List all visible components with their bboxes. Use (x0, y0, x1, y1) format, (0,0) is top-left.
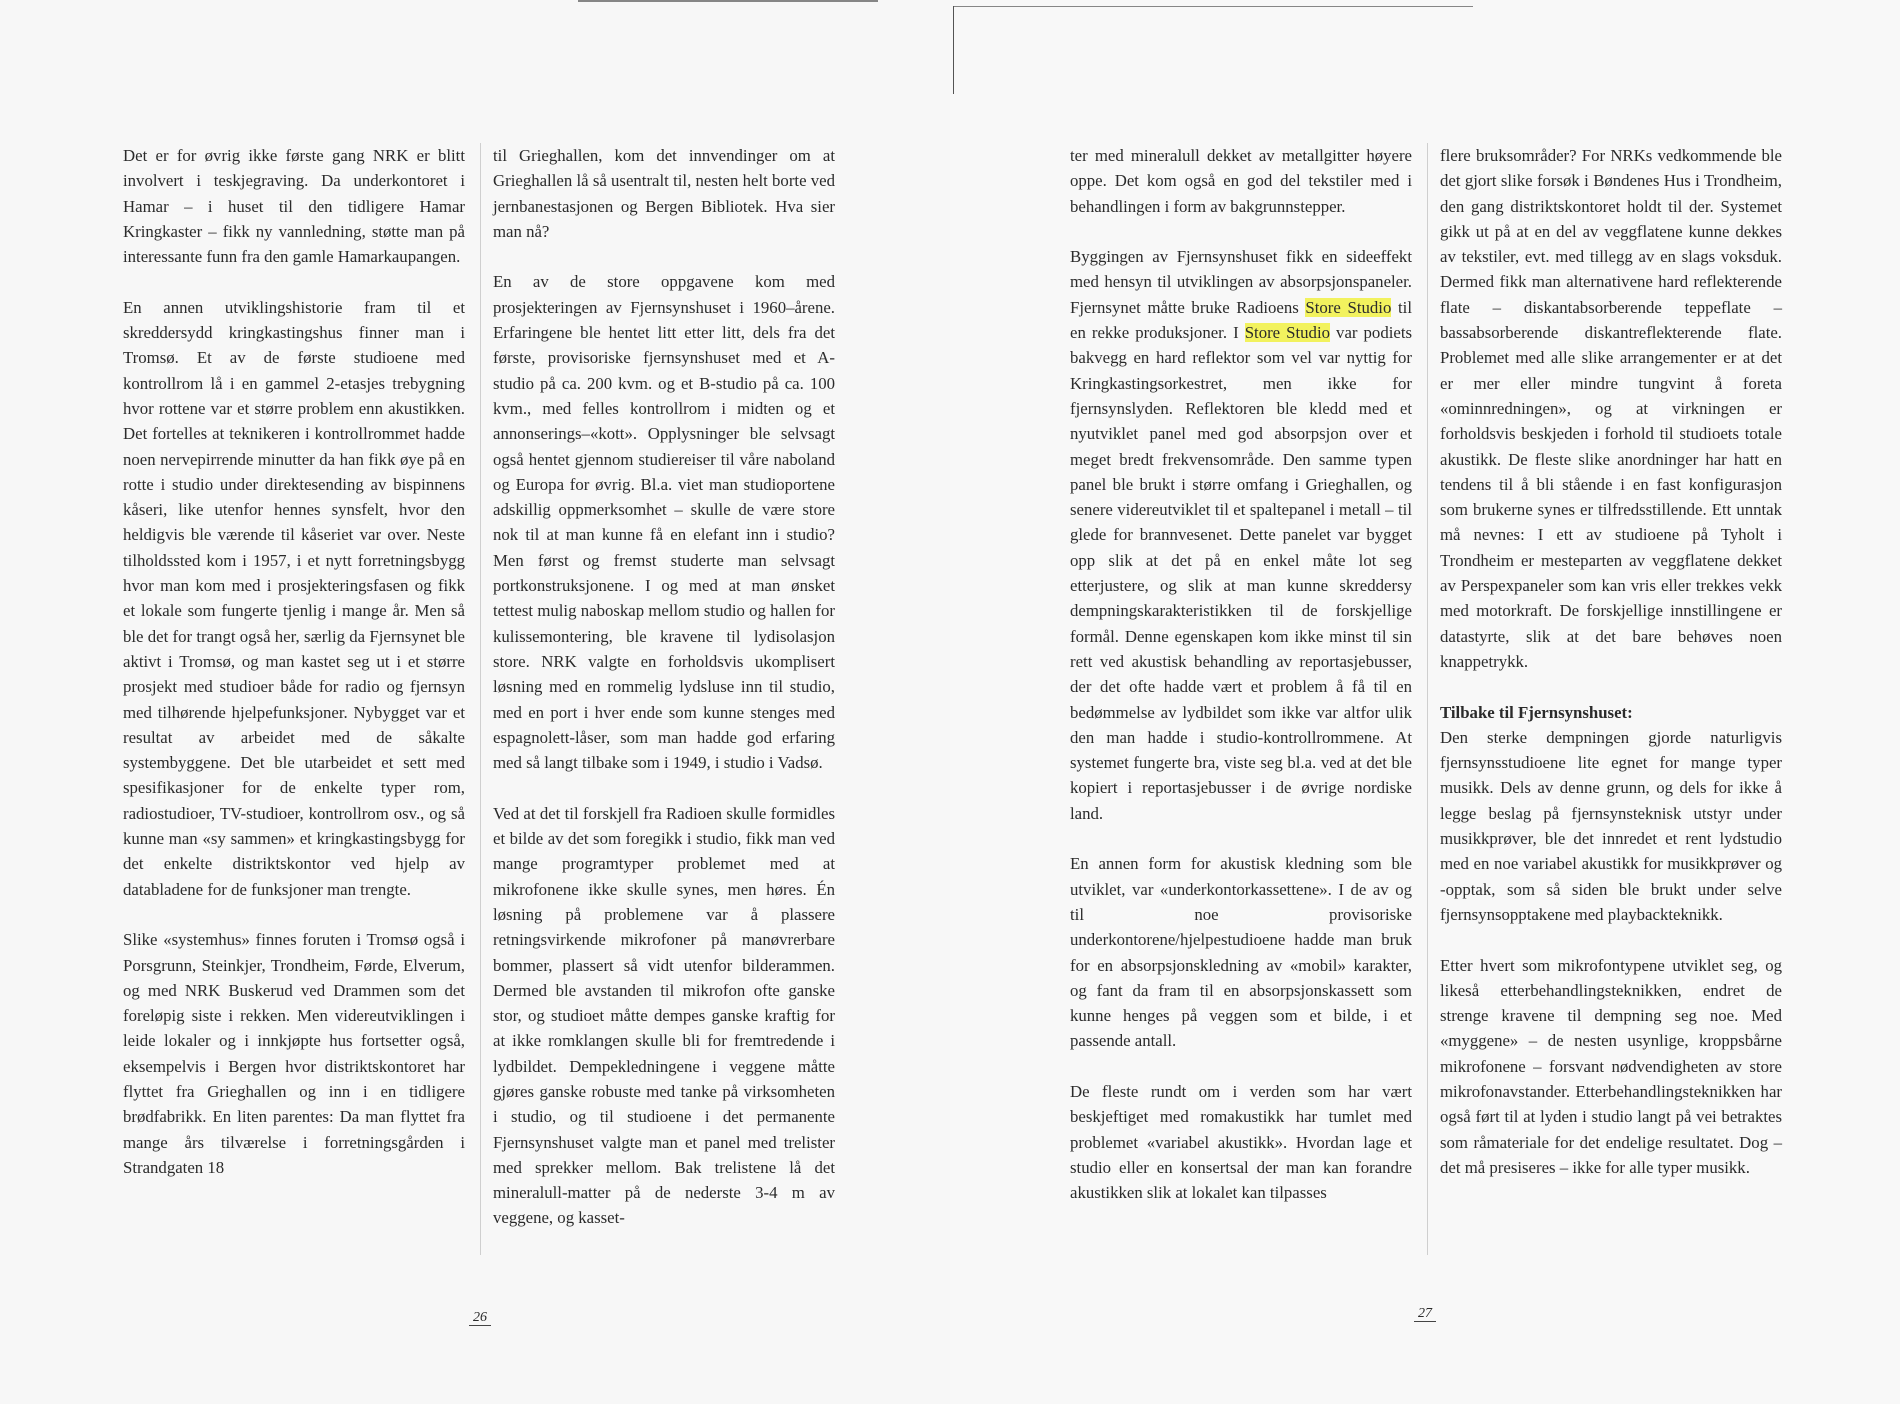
left-page-column-2 (493, 143, 835, 1231)
left-page-column-1 (123, 143, 465, 1180)
column-divider (1427, 143, 1428, 1255)
paragraph-with-highlights: Byggingen av Fjernsynshuset fikk en sideeffekt med hensyn til utviklingen av absorpsjonspaneler. Fjernsynet måtte bruke Radioens Store Studio til en rekke produksjoner. I Store Studio var podiets bakvegg en hard reflektor som vel var nyttig for Kringkastingsorkestret, men ikke for fjernsynslyden. Reflektoren ble kledd med et nyutviklet panel med god absorpsjon over et meget bredt frekvensområde. Den samme typen panel ble brukt i større omfang i Grieghallen, og senere videreutviklet til et spaltepanel i metall – til glede for brannvesenet. Dette panelet var bygget opp slik at det på en enkel måte lot seg etterjustere, og slik at man kunne skreddersy dempningskarakteristikken til de forskjellige formål. Denne egenskapen kom ikke minst til sin rett ved akustisk behandling av reportasjebusser, der det ofte hadde vært et problem å få til en bedømmelse av lydbildet som ikke var altfor ulik den man hadde i studio-kontrollrommene. At systemet fungerte bra, viste seg bl.a. ved at det ble kopiert i reportasjebusser i de øvrige nordiske land. (1070, 247, 1413, 823)
section-heading: Tilbake til Fjernsynshuset: (1440, 702, 1633, 722)
paragraph: En annen form for akustisk kledning som ble utviklet, var «underkontorkassettene». I de av og til noe provisoriske underkontorene/hjelpestudioene hadde man bruk for en absorpsjonskledning av «mobil» karakter, og fant da fram til en absorpsjonskassett som kunne henges på veggen som et bilde, i et passende antall. (1070, 854, 1412, 1051)
paragraph: En annen utviklingshistorie fram til et skreddersydd kringkastingshus finner man i Tromsø. Et av de første studioene med kontrollrom lå i en gammel 2-etasjes trebygning hvor rottene var et større problem enn akustikken. Det fortelles at teknikeren i kontrollrommet hadde noen nervepirrende minutter da han fikk øye på en rotte i studio under direktesending av bispinnens kåseri, like utenfor hennes synsfelt, hvor den heldigvis ble værende til kåseriet var over. Neste tilholdssted kom i 1957, i et nytt forretningsbygg hvor man kom med i prosjekteringsfasen og fikk et lokale som fungerte tjenlig i mange år. Men så ble det for trangt også her, særlig da Fjernsynet ble aktivt i Tromsø, og man kastet seg ut i et større prosjekt med studioer både for radio og fjernsyn med tilhørende hjelpefunksjoner. Nybygget var et resultat av arbeidet med de såkalte systembyggene. Det ble utarbeidet et sett med spesifikasjoner for de enkelte typer rom, radiostudioer, TV-studioer, kontrollrom osv., og så kunne man «sy sammen» et kringkastingsbygg for det enkelte distriktskontor ved hjelp av databladene for de funksjoner man trengte. (123, 297, 465, 899)
paragraph: ter med mineralull dekket av metallgitter høyere oppe. Det kom også en god del tekstiler med i behandlingen i form av bakgrunnstepper. (1070, 146, 1412, 216)
right-page-column-2 (1440, 143, 1782, 1180)
paragraph: Etter hvert som mikrofontypene utviklet seg, og likeså etterbehandlingsteknikken, endret de strenge kravene til dempning seg noe. Med «myggene» – de nesten usynlige, kroppsbårne mikrofonene – forsvant nødvendigheten av store mikrofonavstander. Etterbehandlingsteknikken har også ført til at lyden i studio langt på vei betraktes som råmateriale for det endelige resultatet. Dog – det må presiseres – ikke for alle typer musikk. (1440, 955, 1782, 1177)
paragraph: Ved at det til forskjell fra Radioen skulle formidles et bilde av det som foregikk i studio, fikk man ved mange programtyper problemet med at mikrofonene ikke skulle synes, men høres. Én løsning på problemene var å plassere retningsvirkende mikrofoner på manøvrerbare bommer, plassert så vidt utenfor bilderammen. Dermed ble avstanden til mikrofon ofte ganske stor, og studioet måtte dempes ganske kraftig for at ikke romklangen skulle bli for fremtredende i lydbildet. Dempekledningene i veggene måtte gjøres ganske robuste med tanke på virksomheten i studio, og til studioene i det permanente Fjernsynshuset valgte man et panel med trelister med sprekker mellom. Bak trelistene lå det mineralull-matter på de nederste 3-4 m av veggene, og kasset- (493, 803, 835, 1228)
paragraph: En av de store oppgavene kom med prosjekteringen av Fjernsynshuset i 1960–årene. Erfaringene ble hentet litt etter litt, dels fra det første, provisoriske fjernsynshuset med et A-studio på ca. 200 kvm. og et B-studio på ca. 100 kvm., med felles kontrollrom i midten og et annonserings–«kott». Opplysninger ble selvsagt også hentet gjennom studiereiser til våre naboland og Europa for øvrig. Bl.a. viet man studioportene adskillig oppmerksomhet – skulle de være store nok til at man kunne få en elefant inn i studio? Men først og fremst studerte man selvsagt portkonstruksjonene. I og med at man ønsket tettest mulig naboskap mellom studio og hallen for kulissemontering, ble kravene til lydisolasjon store. NRK valgte en forholdsvis ukomplisert løsning med en rommelig lydsluse inn til studio, med en port i hver ende som kunne stenges med espagnolett-låser, som man hadde god erfaring med så langt tilbake som i 1949, i studio i Vadsø. (493, 272, 835, 773)
paragraph: Slike «systemhus» finnes foruten i Tromsø også i Porsgrunn, Steinkjer, Trondheim, Førde, Elverum, og med NRK Buskerud ved Drammen som det foreløpig siste i rekken. Men videreutviklingen i leide lokaler og i innkjøpte hus fortsetter også, eksempelvis i Bergen hvor distriktskontoret har flyttet fra Grieghallen og inn i en tidligere brødfabrikk. En liten parentes: Da man flyttet fra mange års tilværelse i forretningsgården i Strandgaten 18 (123, 930, 465, 1177)
page-top-line (953, 6, 1473, 7)
paragraph: flere bruksområder? For NRKs vedkommende ble det gjort slike forsøk i Bøndenes Hus i Trondheim, den gang distriktskontoret holdt til der. Systemet gikk ut på at en del av veggflatene kunne dekkes av tekstiler, evt. med tillegg av en slags voksduk. Dermed fikk man alternativene hard reflekterende flate – diskantabsorberende teppeflate – bassabsorberende diskantreflekterende flate. Problemet med alle slike arrangementer er at det er mer eller mindre tungvint å foreta «ominnredningen», og at virkningen er forholdsvis beskjeden i forhold til studioets totale akustikk. De fleste slike anordninger har hatt en tendens til å bli stående i en fast konfigurasjon som brukerne synes er tilfredsstillende. Ett unntak må nevnes: I ett av studioene på Tyholt i Trondheim er mesteparten av veggflatene dekket av Perspexpaneler som kan vris eller trekkes vekk med motorkraft. De forskjellige innstillingene er datastyrte, slik at det bare behøves noen knappetrykk. (1440, 146, 1782, 671)
paragraph: til Grieghallen, kom det innvendinger om at Grieghallen lå så usentralt til, nesten helt borte ved jernbanestasjonen og Bergen Bibliotek. Hva sier man nå? (493, 146, 835, 241)
highlighted-text: Store Studio (1244, 323, 1331, 343)
paragraph: Den sterke dempningen gjorde naturligvis fjernsynsstudioene lite egnet for mange typer musikk. Dels av denne grunn, og dels for ikke å legge beslag på fjernsynsteknisk utstyr under musikkprøver, ble det innredet et rent lydstudio med en noe variabel akustikk for musikkprøver og -opptak, som så siden ble brukt under selve fjernsynsopptakene med playbackteknikk. (1440, 727, 1782, 924)
column-divider (480, 143, 481, 1255)
paragraph: De fleste rundt om i verden som har vært beskjeftiget med romakustikk har tumlet med problemet «variabel akustikk». Hvordan lage et studio eller en konsertsal der man kan forandre akustikken slik at lokalet kan tilpasses (1070, 1081, 1412, 1203)
highlighted-text: Store Studio (1305, 297, 1392, 317)
page-number: 27 (1405, 1306, 1445, 1322)
right-page-column-1 (1070, 143, 1412, 1205)
top-rule-left (578, 0, 878, 2)
paragraph: Det er for øvrig ikke første gang NRK er blitt involvert i teskjegraving. Da underkontoret i Hamar – i huset til den tidligere Hamar Kringkaster – fikk ny vannledning, støtte man på interessante funn fra den gamle Hamarkaupangen. (123, 146, 465, 267)
page-corner-line (953, 6, 954, 94)
right-page (950, 0, 1900, 1404)
page-number: 26 (460, 1310, 500, 1326)
